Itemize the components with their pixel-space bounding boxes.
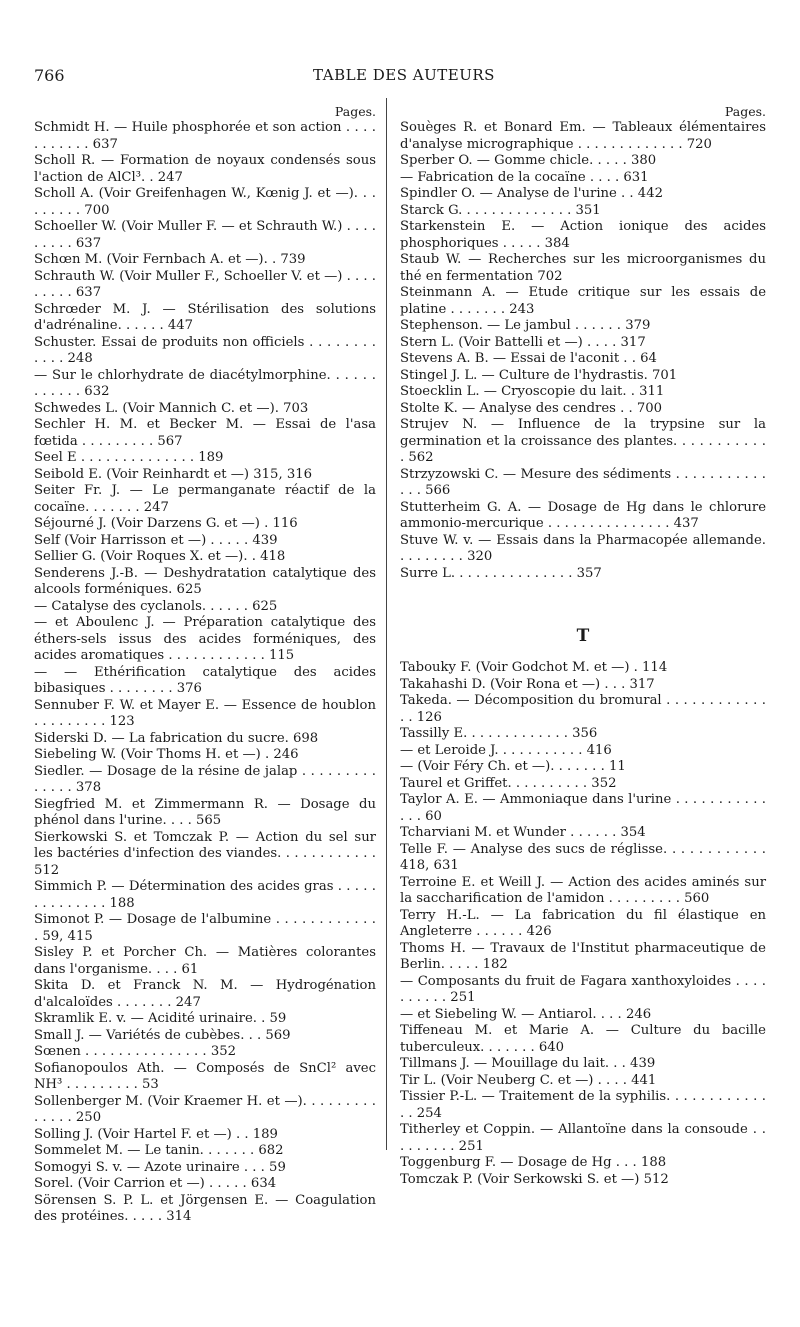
index-entry: Starkenstein E. — Action ionique des acides phosphoriques . . . . . 384 — [400, 219, 766, 251]
index-entry: — et Siebeling W. — Antiarol. . . . 246 — [400, 1006, 652, 1022]
index-entry: — Composants du fruit de Fagara xanthoxyloides . . . . . . . . . . 251 — [400, 973, 766, 1005]
index-entry: Simmich P. — Détermination des acides gras . . . . . . . . . . . . . . 188 — [34, 879, 376, 911]
index-entry: Small J. — Variétés de cubèbes. . . 569 — [34, 1027, 291, 1043]
index-entry: Scholl R. — Formation de noyaux condensés sous l'action de AlCl³. . 247 — [34, 153, 376, 185]
index-entry: Sellier G. (Voir Roques X. et —). . 418 — [34, 549, 286, 564]
index-entry: Sofianopoulos Ath. — Composés de SnCl² avec NH³ . . . . . . . . . 53 — [34, 1060, 376, 1092]
index-entry: Schwedes L. (Voir Mannich C. et —). 703 — [34, 400, 309, 416]
index-entry: Siderski D. — La fabrication du sucre. 698 — [34, 730, 319, 746]
index-entry: Stutterheim G. A. — Dosage de Hg dans le chlorure ammonio-mercurique . . . . . . . . . . . . . . . 437 — [400, 499, 766, 531]
index-entry: Schuster. Essai de produits non officiels . . . . . . . . . . . . 248 — [34, 334, 376, 366]
index-entry: — Sur le chlorhydrate de diacétylmorphine. . . . . . . . . . . . 632 — [34, 367, 376, 399]
index-entry: Tcharviani M. et Wunder . . . . . . 354 — [400, 825, 646, 840]
index-entry: Telle F. — Analyse des sucs de réglisse. . . . . . . . . . . . 418, 631 — [400, 841, 766, 873]
index-entry: Stingel J. L. — Culture de l'hydrastis. 701 — [400, 367, 678, 383]
running-title: TABLE DES AUTEURS — [313, 66, 495, 84]
index-entry: Self (Voir Harrisson et —) . . . . . 439 — [34, 532, 278, 548]
index-entry: Strzyzowski C. — Mesure des sédiments . . . . . . . . . . . . . . 566 — [400, 466, 766, 498]
index-entry: Thoms H. — Travaux de l'Institut pharmaceutique de Berlin. . . . . 182 — [400, 940, 766, 972]
index-entry: Sollenberger M. (Voir Kraemer H. et —). . . . . . . . . . . . . . 250 — [34, 1093, 376, 1125]
index-entry: Terry H.-L. — La fabrication du fil élastique en Angleterre . . . . . . 426 — [400, 907, 766, 939]
index-entry: Stevens A. B. — Essai de l'aconit . . 64 — [400, 351, 657, 366]
index-entry: — et Aboulenc J. — Préparation catalytique des éthers-sels issus des acides forméniques, des acides aromatiques . . . . . . . . . . . . 115 — [34, 615, 376, 663]
index-entry: Schmidt H. — Huile phosphorée et son action . . . . . . . . . . . 637 — [34, 120, 376, 152]
pages-label-left: Pages. — [334, 104, 376, 119]
index-entry: Tir L. (Voir Neuberg C. et —) . . . . 441 — [400, 1072, 657, 1088]
index-entry: — (Voir Féry Ch. et —). . . . . . . 11 — [400, 759, 626, 774]
index-entry: Spindler O. — Analyse de l'urine . . 442 — [400, 186, 663, 201]
index-entry: Sperber O. — Gomme chicle. . . . . 380 — [400, 153, 657, 168]
index-entry: Surre L. . . . . . . . . . . . . . . 357 — [400, 565, 602, 581]
index-entry: Starck G. . . . . . . . . . . . . . 351 — [400, 202, 601, 218]
index-entry: Schrauth W. (Voir Muller F., Schoeller V. et —) . . . . . . . . . 637 — [34, 268, 376, 300]
index-entry: Takeda. — Décomposition du bromural . . . . . . . . . . . . . . 126 — [400, 693, 766, 725]
index-entry: Stoecklin L. — Cryoscopie du lait. . 311 — [400, 384, 665, 399]
index-entry: Strujev N. — Influence de la trypsine sur la germination et la croissance des plantes. . . . . . . . . . . . 562 — [400, 417, 766, 465]
index-entry: Solling J. (Voir Hartel F. et —) . . 189 — [34, 1126, 278, 1142]
index-entry: Siedler. — Dosage de la résine de jalap . . . . . . . . . . . . . . 378 — [34, 763, 376, 795]
section-letter: T — [576, 626, 590, 646]
left-entries — [34, 120, 376, 1226]
index-entry: Skita D. et Franck N. M. — Hydrogénation d'alcaloïdes . . . . . . . 247 — [34, 978, 376, 1010]
index-entry: Stephenson. — Le jambul . . . . . . 379 — [400, 318, 651, 333]
index-entry: Sörensen S. P. L. et Jörgensen E. — Coagulation des protéines. . . . . 314 — [34, 1192, 376, 1224]
index-entry: Schrœder M. J. — Stérilisation des solutions d'adrénaline. . . . . . 447 — [34, 301, 376, 333]
index-entry: Sommelet M. — Le tanin. . . . . . . 682 — [34, 1143, 284, 1158]
index-entry: Schoeller W. (Voir Muller F. — et Schrauth W.) . . . . . . . . . 637 — [34, 219, 376, 251]
index-entry: Schœn M. (Voir Fernbach A. et —). . 739 — [34, 252, 306, 267]
index-entry: — Catalyse des cyclanols. . . . . . 625 — [34, 598, 278, 614]
index-entry: Tabouky F. (Voir Godchot M. et —) . 114 — [400, 660, 668, 675]
index-entry: Séjourné J. (Voir Darzens G. et —) . 116 — [34, 516, 298, 531]
index-entry: Stuve W. v. — Essais dans la Pharmacopée allemande. . . . . . . . . 320 — [400, 532, 766, 564]
index-entry: Taylor A. E. — Ammoniaque dans l'urine . . . . . . . . . . . . . . 60 — [400, 792, 766, 824]
index-entry: Toggenburg F. — Dosage de Hg . . . 188 — [400, 1155, 667, 1170]
index-entry: Siebeling W. (Voir Thoms H. et —) . 246 — [34, 747, 299, 762]
index-entry: Siegfried M. et Zimmermann R. — Dosage du phénol dans l'urine. . . . 565 — [34, 796, 376, 828]
index-entry: Sennuber F. W. et Mayer E. — Essence de houblon . . . . . . . . . 123 — [34, 697, 376, 729]
index-entry: Tiffeneau M. et Marie A. — Culture du bacille tuberculeux. . . . . . . 640 — [400, 1023, 766, 1055]
index-entry: Tillmans J. — Mouillage du lait. . . 439 — [400, 1056, 656, 1071]
index-entry: Souèges R. et Bonard Em. — Tableaux élémentaires d'analyse micrographique . . . . . . . . . . . . . 720 — [400, 120, 766, 152]
page-header — [34, 66, 774, 90]
index-entry: Stern L. (Voir Battelli et —) . . . . 317 — [400, 334, 646, 350]
column-divider — [386, 98, 387, 1150]
right-entries-s — [400, 120, 766, 582]
index-entry: Seiter Fr. J. — Le permanganate réactif de la cocaïne. . . . . . . 247 — [34, 483, 376, 515]
index-entry: Somogyi S. v. — Azote urinaire . . . 59 — [34, 1159, 286, 1175]
index-entry: — Fabrication de la cocaïne . . . . 631 — [400, 169, 649, 185]
index-entry: Titherley et Coppin. — Allantoïne dans la consoude . . . . . . . . . 251 — [400, 1122, 766, 1154]
index-entry: Staub W. — Recherches sur les microorganismes du thé en fermentation 702 — [400, 252, 766, 284]
index-entry: Stolte K. — Analyse des cendres . . 700 — [400, 400, 663, 416]
index-entry: — — Ethérification catalytique des acides bibasiques . . . . . . . . 376 — [34, 664, 376, 696]
index-entry: Sœnen . . . . . . . . . . . . . . . 352 — [34, 1044, 236, 1059]
index-entry: Seibold E. (Voir Reinhardt et —) 315, 316 — [34, 466, 312, 482]
index-entry: Steinmann A. — Etude critique sur les essais de platine . . . . . . . 243 — [400, 285, 766, 317]
index-entry: Taurel et Griffet. . . . . . . . . . 352 — [400, 775, 617, 791]
index-entry: Tomczak P. (Voir Serkowski S. et —) 512 — [400, 1171, 669, 1187]
index-entry: Sorel. (Voir Carrion et —) . . . . . 634 — [34, 1176, 277, 1191]
right-column — [400, 104, 766, 1188]
left-column — [34, 104, 376, 1226]
page-number: 766 — [34, 66, 65, 85]
right-entries-t — [400, 660, 766, 1188]
index-entry: Simonot P. — Dosage de l'albumine . . . . . . . . . . . . . 59, 415 — [34, 912, 376, 944]
index-entry: Scholl A. (Voir Greifenhagen W., Kœnig J. et —). . . . . . . . . 700 — [34, 186, 376, 218]
index-entry: Skramlik E. v. — Acidité urinaire. . 59 — [34, 1011, 287, 1026]
index-entry: Takahashi D. (Voir Rona et —) . . . 317 — [400, 676, 655, 692]
pages-label-right: Pages. — [724, 104, 766, 119]
index-entry: — et Leroide J. . . . . . . . . . . 416 — [400, 742, 612, 758]
index-entry: Sechler H. M. et Becker M. — Essai de l'asa fœtida . . . . . . . . . 567 — [34, 417, 376, 449]
index-entry: Sierkowski S. et Tomczak P. — Action du sel sur les bactéries d'infection des viandes. . . . . . . . . . . . 512 — [34, 829, 376, 878]
index-entry: Senderens J.-B. — Deshydratation catalytique des alcools forméniques. 625 — [34, 565, 376, 597]
index-entry: Sisley P. et Porcher Ch. — Matières colorantes dans l'organisme. . . . 61 — [34, 945, 376, 977]
index-entry: Tissier P.-L. — Traitement de la syphilis. . . . . . . . . . . . . . 254 — [400, 1089, 766, 1121]
index-entry: Terroine E. et Weill J. — Action des acides aminés sur la saccharification de l'amidon . . . . . . . . . 560 — [400, 874, 766, 906]
index-entry: Tassilly E. . . . . . . . . . . . . 356 — [400, 726, 598, 741]
index-entry: Seel E . . . . . . . . . . . . . . 189 — [34, 450, 224, 465]
